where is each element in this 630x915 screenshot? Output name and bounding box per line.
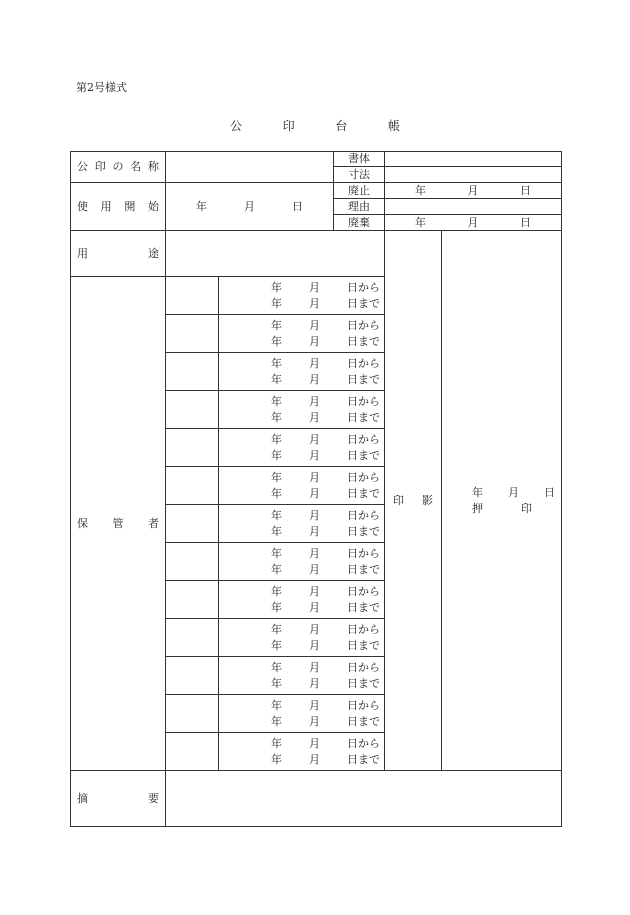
- abolish-date-field[interactable]: 年 月 日: [385, 183, 562, 199]
- keeper-name-field[interactable]: [166, 733, 219, 771]
- title-char: 台: [335, 119, 348, 133]
- keeper-period-field[interactable]: 年 月 日から 年 月 日まで: [219, 581, 385, 619]
- keeper-period-field[interactable]: 年 月 日から 年 月 日まで: [219, 315, 385, 353]
- typeface-label: 書 体: [334, 152, 385, 167]
- seal-name-label: 公 印 の 名 称: [71, 152, 166, 183]
- keeper-period-field[interactable]: 年 月 日から 年 月 日まで: [219, 505, 385, 543]
- purpose-label: 用 途: [71, 231, 166, 277]
- reason-field[interactable]: [385, 199, 562, 215]
- keeper-period-field[interactable]: 年 月 日から 年 月 日まで: [219, 467, 385, 505]
- title-char: 公: [230, 119, 243, 133]
- seal-ledger-table: [70, 151, 562, 827]
- keeper-name-field[interactable]: [166, 619, 219, 657]
- form-number: 第2号様式: [76, 81, 127, 94]
- summary-label: 摘 要: [71, 771, 166, 827]
- title-char: 帳: [387, 119, 400, 133]
- abolish-label: 廃 止: [334, 183, 385, 199]
- title-char: 印: [282, 119, 295, 133]
- keeper-name-field[interactable]: [166, 581, 219, 619]
- dimension-label: 寸 法: [334, 167, 385, 183]
- keeper-name-field[interactable]: [166, 467, 219, 505]
- keeper-period-field[interactable]: 年 月 日から 年 月 日まで: [219, 733, 385, 771]
- keeper-period-field[interactable]: 年 月 日から 年 月 日まで: [219, 543, 385, 581]
- page-title: [230, 117, 400, 134]
- keeper-period-field[interactable]: 年 月 日から 年 月 日まで: [219, 695, 385, 733]
- keeper-period-field[interactable]: 年 月 日から 年 月 日まで: [219, 429, 385, 467]
- purpose-field[interactable]: [166, 231, 385, 277]
- keeper-period-field[interactable]: 年 月 日から 年 月 日まで: [219, 619, 385, 657]
- keeper-period-field[interactable]: 年 月 日から 年 月 日まで: [219, 391, 385, 429]
- keeper-name-field[interactable]: [166, 353, 219, 391]
- keeper-period-field[interactable]: 年 月 日から 年 月 日まで: [219, 353, 385, 391]
- discard-label: 廃 棄: [334, 215, 385, 231]
- keeper-period-field[interactable]: 年 月 日から 年 月 日まで: [219, 277, 385, 315]
- keeper-name-field[interactable]: [166, 391, 219, 429]
- keeper-name-field[interactable]: [166, 695, 219, 733]
- typeface-field[interactable]: [385, 152, 562, 167]
- keeper-name-field[interactable]: [166, 277, 219, 315]
- seal-name-field[interactable]: [166, 152, 334, 183]
- keeper-name-field[interactable]: [166, 505, 219, 543]
- keeper-name-field[interactable]: [166, 543, 219, 581]
- keeper-name-field[interactable]: [166, 315, 219, 353]
- discard-date-field[interactable]: 年 月 日: [385, 215, 562, 231]
- reason-label: 理 由: [334, 199, 385, 215]
- use-start-label: 使 用 開 始: [71, 183, 166, 231]
- keeper-name-field[interactable]: [166, 657, 219, 695]
- seal-impression-label: 印 影: [385, 231, 442, 771]
- use-start-date-field[interactable]: 年 月 日: [166, 183, 334, 231]
- keeper-label: 保 管 者: [71, 277, 166, 771]
- keeper-name-field[interactable]: [166, 429, 219, 467]
- dimension-field[interactable]: [385, 167, 562, 183]
- summary-field[interactable]: [166, 771, 562, 827]
- keeper-period-field[interactable]: 年 月 日から 年 月 日まで: [219, 657, 385, 695]
- seal-stamp-cell[interactable]: 年 月 日 押 印: [442, 231, 562, 771]
